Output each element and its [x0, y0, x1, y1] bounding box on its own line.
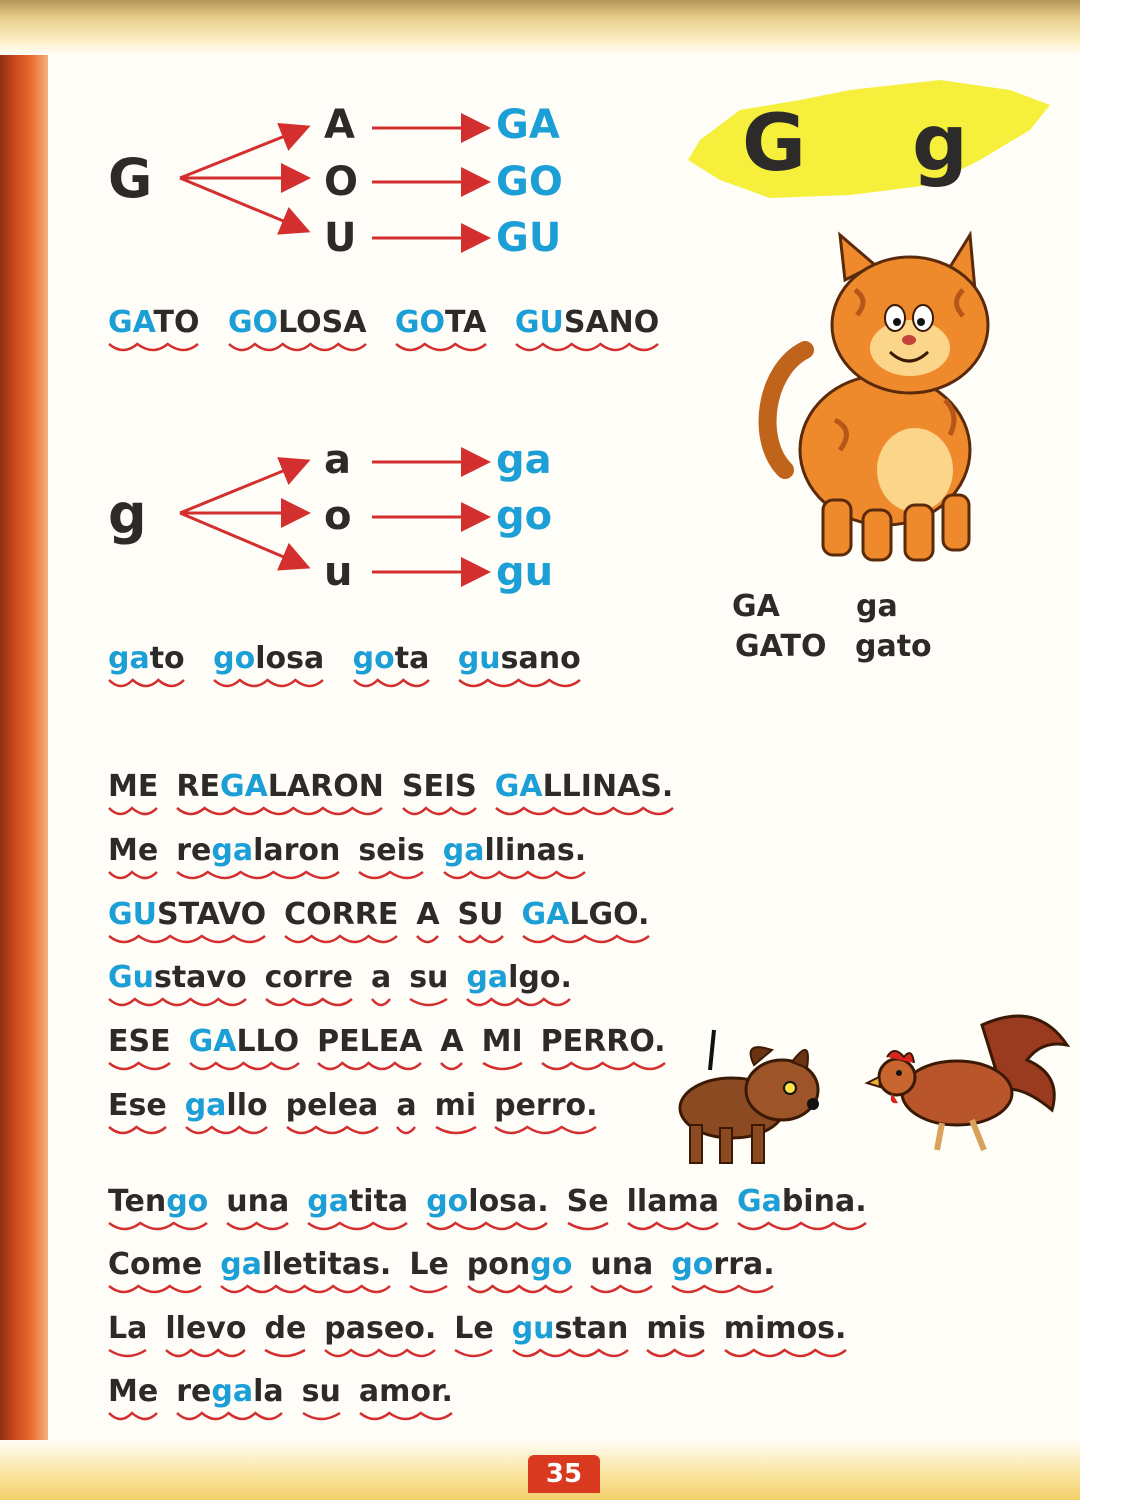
syllable-underline	[409, 1284, 448, 1296]
syllable-underline	[426, 1221, 548, 1233]
word	[359, 1374, 453, 1409]
syllable-underline	[466, 997, 571, 1009]
arrow-upper-to-a	[180, 128, 305, 178]
syllable-underline	[590, 1284, 653, 1296]
syllable-underline	[220, 1284, 391, 1296]
word-part: bina.	[781, 1184, 867, 1219]
arrow-upper-to-u	[180, 178, 305, 230]
word-part: pelea	[285, 1088, 379, 1123]
word-part: MI	[481, 1024, 523, 1059]
word-part: A	[416, 897, 440, 932]
word	[435, 1088, 477, 1123]
upper-syllable-ga: GA	[496, 102, 560, 148]
syllable-underline	[409, 997, 448, 1009]
word-gota-upper: GOTA	[394, 305, 487, 340]
page-number: 35	[528, 1455, 600, 1493]
word-part: rra.	[713, 1247, 775, 1282]
word	[108, 833, 158, 868]
word	[440, 1024, 463, 1059]
syllable-underline	[165, 1348, 246, 1360]
lower-vowel-u: u	[324, 549, 353, 595]
word-part: Me	[108, 1374, 159, 1409]
word	[512, 1311, 629, 1346]
word-part: Come	[108, 1247, 203, 1282]
word	[176, 1374, 283, 1409]
syllable-underline	[724, 1348, 847, 1360]
word	[494, 1088, 597, 1123]
sentence-line	[108, 833, 604, 868]
upper-vowel-a: A	[324, 102, 355, 148]
word-part: perro.	[494, 1088, 598, 1123]
sentence-line	[108, 1088, 616, 1123]
word	[416, 897, 439, 932]
word	[541, 1024, 666, 1059]
word	[220, 1247, 391, 1282]
title-small-letter: g	[912, 99, 968, 189]
word-part: LLO	[236, 1024, 300, 1059]
word	[189, 1024, 300, 1059]
highlighted-syllable: ga	[442, 833, 485, 868]
word-part: Le	[409, 1247, 449, 1282]
arrow-lower-to-u	[180, 513, 305, 566]
arrow-lower-to-a	[180, 462, 305, 513]
syllable-underline	[176, 806, 383, 818]
syllable-underline	[185, 1125, 268, 1137]
syllable-underline	[396, 1125, 416, 1137]
lower-vowel-o: o	[324, 493, 352, 539]
word-part: lletitas.	[261, 1247, 392, 1282]
word	[108, 897, 266, 932]
word-part: RE	[176, 769, 220, 804]
word-part: Me	[108, 833, 159, 868]
word-part: paseo.	[324, 1311, 437, 1346]
word	[108, 769, 158, 804]
word-part: SEIS	[401, 769, 477, 804]
upper-words-row	[108, 305, 677, 340]
syllable-underline	[359, 1411, 453, 1423]
dog-illustration	[662, 1020, 827, 1170]
sentence-line	[108, 769, 691, 804]
syllable-underline	[671, 1284, 774, 1296]
lower-words-row	[108, 641, 599, 676]
word	[307, 1184, 408, 1219]
word	[165, 1311, 246, 1346]
syllable-underline	[512, 1348, 629, 1360]
highlighted-syllable: GA	[219, 769, 268, 804]
syllable-underline	[440, 1061, 463, 1073]
word-part: pon	[466, 1247, 531, 1282]
word-part: una	[590, 1247, 654, 1282]
word-part: La	[108, 1311, 148, 1346]
lower-vowel-a: a	[324, 437, 351, 483]
syllable-underline	[108, 1061, 171, 1073]
word	[590, 1247, 653, 1282]
highlighted-syllable: Gu	[108, 960, 154, 995]
word	[454, 1311, 493, 1346]
syllable-underline	[358, 870, 424, 882]
word-part: ME	[108, 769, 159, 804]
highlighted-syllable: GU	[108, 897, 157, 932]
word	[466, 960, 571, 995]
word	[426, 1184, 548, 1219]
word-gusano-lower: gusano	[457, 641, 581, 676]
highlighted-syllable: GA	[521, 897, 570, 932]
word	[371, 960, 391, 995]
word-part: PELEA	[317, 1024, 423, 1059]
cat-illustration	[745, 230, 1015, 575]
word-part: STAVO	[156, 897, 267, 932]
word-gusano-upper: GUSANO	[514, 305, 660, 340]
word	[108, 1088, 167, 1123]
word-gota-lower: gota	[352, 641, 430, 676]
highlighted-syllable: ga	[211, 833, 254, 868]
word-part: SU	[457, 897, 504, 932]
syllable-underline	[416, 934, 439, 946]
word-part: CORRE	[284, 897, 399, 932]
highlighted-syllable: go	[166, 1184, 209, 1219]
word	[409, 1247, 448, 1282]
word	[226, 1184, 289, 1219]
word	[265, 960, 353, 995]
word-part: stan	[554, 1311, 629, 1346]
upper-vowel-o: O	[324, 159, 359, 205]
word-part: la	[253, 1374, 284, 1409]
syllable-underline	[286, 1125, 379, 1137]
syllable-underline	[108, 806, 158, 818]
syllable-underline	[495, 806, 674, 818]
word-part: stavo	[153, 960, 247, 995]
word-part: Ese	[108, 1088, 167, 1123]
syllable-underline	[317, 1061, 422, 1073]
syllable-underline	[189, 1061, 300, 1073]
syllable-underline	[108, 997, 247, 1009]
syllable-underline	[264, 1348, 306, 1360]
syllable-underline	[108, 1284, 202, 1296]
syllable-underline	[265, 997, 353, 1009]
sentence-line	[108, 1024, 684, 1059]
paragraph-line	[108, 1374, 471, 1409]
word	[402, 769, 477, 804]
lower-small-g: g	[108, 483, 147, 546]
word	[482, 1024, 523, 1059]
word-part: mimos.	[723, 1311, 847, 1346]
word	[108, 1247, 202, 1282]
word-gato-lower: gato	[108, 641, 185, 676]
syllable-underline	[176, 1411, 283, 1423]
word	[724, 1311, 847, 1346]
word-part: Le	[454, 1311, 494, 1346]
word	[671, 1247, 774, 1282]
syllable-underline	[402, 806, 477, 818]
syllable-underline	[226, 1221, 289, 1233]
word	[317, 1024, 422, 1059]
syllable-underline	[522, 934, 650, 946]
highlighted-syllable: gu	[511, 1311, 555, 1346]
word-part: a	[370, 960, 392, 995]
syllable-underline	[108, 342, 199, 354]
word-part: lgo.	[508, 960, 572, 995]
syllable-underline	[284, 934, 398, 946]
sentence-line	[108, 960, 590, 995]
word-part: llevo	[165, 1311, 247, 1346]
highlighted-syllable: ga	[184, 1088, 227, 1123]
syllable-underline	[324, 1348, 436, 1360]
caption-ga-upper: GA	[732, 589, 780, 624]
syllable-underline	[627, 1221, 719, 1233]
highlighted-syllable: ga	[220, 1247, 262, 1282]
syllable-underline	[108, 1348, 147, 1360]
sentence-line	[108, 897, 667, 932]
lower-syllable-gu: gu	[496, 549, 554, 595]
syllable-underline	[646, 1348, 705, 1360]
caption-gato-lower: gato	[855, 629, 932, 664]
syllable-underline	[353, 678, 430, 690]
word	[302, 1374, 341, 1409]
word-part: a	[396, 1088, 417, 1123]
word	[443, 833, 586, 868]
word	[176, 769, 383, 804]
lower-syllable-ga: ga	[496, 437, 552, 483]
word-golosa-lower: golosa	[213, 641, 325, 676]
syllable-underline	[108, 870, 158, 882]
word	[108, 1184, 208, 1219]
word	[396, 1088, 416, 1123]
highlighted-syllable: GA	[188, 1024, 237, 1059]
syllable-underline	[108, 678, 185, 690]
word-golosa-upper: GOLOSA	[227, 305, 367, 340]
syllable-underline	[494, 1125, 597, 1137]
syllable-underline	[737, 1221, 867, 1233]
word-part: Ten	[108, 1184, 167, 1219]
word	[176, 833, 340, 868]
word-part: llinas.	[484, 833, 587, 868]
word-part: corre	[264, 960, 353, 995]
syllable-underline	[435, 1125, 477, 1137]
syllable-underline	[482, 1061, 523, 1073]
syllable-underline	[108, 934, 266, 946]
word-part: llo	[226, 1088, 268, 1123]
word-part: mi	[434, 1088, 477, 1123]
syllable-underline	[515, 342, 659, 354]
syllable-underline	[467, 1284, 573, 1296]
word-part: LGO.	[569, 897, 650, 932]
word-part: losa.	[468, 1184, 549, 1219]
highlighted-syllable: ga	[307, 1184, 349, 1219]
word	[358, 833, 424, 868]
highlighted-syllable: go	[530, 1247, 573, 1282]
lower-syllable-go: go	[496, 493, 553, 539]
syllable-underline	[108, 1411, 158, 1423]
word-part: su	[409, 960, 449, 995]
word-part: re	[176, 833, 212, 868]
word-part: ESE	[108, 1024, 171, 1059]
syllable-underline	[541, 1061, 666, 1073]
word	[264, 1311, 306, 1346]
word	[522, 897, 650, 932]
word	[737, 1184, 867, 1219]
word	[646, 1311, 705, 1346]
upper-syllable-gu: GU	[496, 215, 562, 261]
highlighted-syllable: go	[426, 1184, 469, 1219]
word	[108, 1024, 171, 1059]
word-part: de	[264, 1311, 307, 1346]
word-part: llama	[626, 1184, 719, 1219]
syllable-underline	[108, 1125, 167, 1137]
paragraph-line	[108, 1184, 885, 1219]
upper-syllable-go: GO	[496, 159, 563, 205]
word-part: laron	[253, 833, 341, 868]
highlighted-syllable: go	[671, 1247, 714, 1282]
word	[458, 897, 504, 932]
word-part: Se	[566, 1184, 609, 1219]
word	[108, 960, 247, 995]
highlighted-syllable: Ga	[736, 1184, 782, 1219]
syllable-underline	[213, 678, 324, 690]
upper-capital-g: G	[108, 147, 153, 210]
syllable-underline	[454, 1348, 493, 1360]
word	[567, 1184, 609, 1219]
word-part: LARON	[267, 769, 384, 804]
title-capital-letter: G	[742, 99, 807, 189]
syllable-underline	[443, 870, 586, 882]
rooster-illustration	[862, 1005, 1072, 1160]
syllable-underline	[567, 1221, 609, 1233]
highlighted-syllable: ga	[211, 1374, 254, 1409]
word-gato-upper: GATO	[108, 305, 200, 340]
syllable-underline	[395, 342, 487, 354]
word	[324, 1311, 436, 1346]
word-part: amor.	[358, 1374, 453, 1409]
syllable-underline	[307, 1221, 408, 1233]
syllable-underline	[371, 997, 391, 1009]
highlighted-syllable: ga	[466, 960, 509, 995]
word-part: PERRO.	[540, 1024, 666, 1059]
word-part: su	[301, 1374, 341, 1409]
caption-gato-upper: GATO	[735, 629, 827, 664]
syllable-underline	[302, 1411, 341, 1423]
word-part: LLINAS.	[542, 769, 674, 804]
word-part: A	[440, 1024, 464, 1059]
syllable-underline	[228, 342, 367, 354]
word-part: re	[176, 1374, 212, 1409]
caption-ga-lower: ga	[856, 589, 898, 624]
word	[627, 1184, 719, 1219]
word-part: mis	[646, 1311, 706, 1346]
syllable-underline	[458, 678, 581, 690]
word-part: una	[226, 1184, 290, 1219]
syllable-underline	[458, 934, 504, 946]
word	[467, 1247, 573, 1282]
word-part: tita	[348, 1184, 409, 1219]
word-part: seis	[358, 833, 425, 868]
word	[108, 1374, 158, 1409]
word	[108, 1311, 147, 1346]
highlighted-syllable: GA	[494, 769, 543, 804]
word	[286, 1088, 379, 1123]
word	[495, 769, 674, 804]
syllable-underline	[176, 870, 340, 882]
upper-vowel-u: U	[324, 215, 357, 261]
word	[185, 1088, 268, 1123]
word	[409, 960, 448, 995]
word	[284, 897, 398, 932]
paragraph-line	[108, 1247, 793, 1282]
paragraph-line	[108, 1311, 864, 1346]
syllable-underline	[108, 1221, 208, 1233]
